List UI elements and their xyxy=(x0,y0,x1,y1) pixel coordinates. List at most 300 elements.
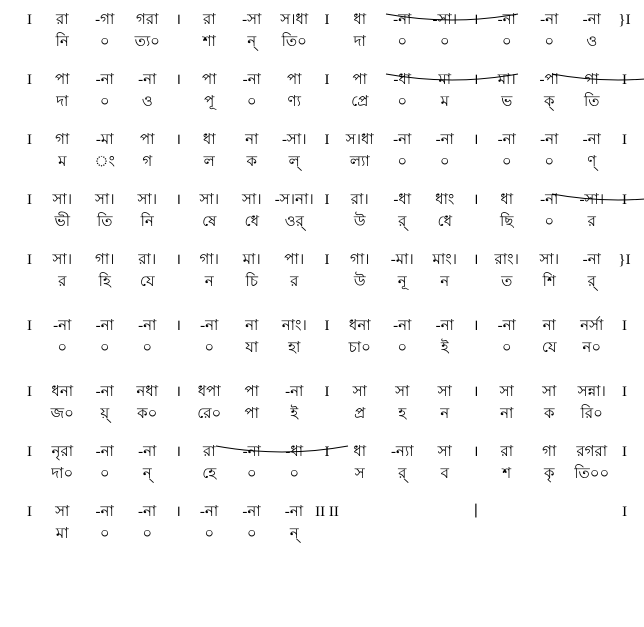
swara-cell: -ধা xyxy=(393,72,412,88)
swara-cell: -ধা xyxy=(285,444,304,460)
lyric-cell: স xyxy=(354,466,365,482)
swara-cell: -না xyxy=(540,132,559,148)
swara-row xyxy=(18,10,636,32)
bar-line: I xyxy=(27,252,32,268)
lyric-cell: পা xyxy=(244,406,260,422)
swara-cell: গা xyxy=(55,132,70,148)
danda-mark: । xyxy=(175,12,182,28)
lyric-cell: ওর্ xyxy=(284,214,304,230)
swara-cell: ধপা xyxy=(197,384,221,400)
lyric-cell: র xyxy=(58,274,67,290)
swara-cell: -না xyxy=(95,504,114,520)
lyric-cell xyxy=(466,464,485,488)
lyric-cell: যা xyxy=(245,340,259,356)
danda-mark: । xyxy=(175,384,182,400)
line-spacer xyxy=(18,428,636,442)
swara-cell: -সা। xyxy=(281,132,307,148)
lyric-cell: ০ xyxy=(99,34,110,50)
swara-cell: ধনা xyxy=(348,318,371,334)
bar-line: I xyxy=(324,252,330,268)
lyric-cell: চি xyxy=(245,274,258,290)
bar-line: I xyxy=(324,444,330,460)
lyric-cell: রি০ xyxy=(580,406,603,422)
lyric-cell: শা xyxy=(202,34,216,50)
swara-cell: স।ধা xyxy=(280,12,309,28)
lyric-cell: জ০ xyxy=(50,406,74,422)
lyric-row xyxy=(18,212,636,236)
swara-cell: ধনা xyxy=(51,384,74,400)
swara-cell: স।ধা xyxy=(345,132,374,148)
bar-line: }I xyxy=(618,12,631,28)
swara-cell: মা। xyxy=(242,252,261,268)
lyric-cell: ন xyxy=(440,406,450,422)
danda-mark: । xyxy=(472,132,479,148)
swara-cell: -না xyxy=(138,72,157,88)
lyric-cell xyxy=(18,404,41,428)
swara-row xyxy=(18,502,636,524)
lyric-cell xyxy=(316,152,339,176)
swara-cell: -না xyxy=(497,132,516,148)
lyric-cell xyxy=(316,272,339,296)
swara-cell xyxy=(528,502,570,524)
lyric-cell: উ xyxy=(353,274,366,290)
lyric-cell: ০ xyxy=(99,340,110,356)
swara-cell: না xyxy=(245,318,259,334)
lyric-cell xyxy=(18,152,41,176)
swara-cell: রা xyxy=(55,12,69,28)
lyric-cell xyxy=(169,464,188,488)
swara-row xyxy=(18,382,636,404)
swara-cell: রা। xyxy=(350,192,369,208)
swara-cell: -সা। xyxy=(579,192,605,208)
lyric-cell xyxy=(18,212,41,236)
lyric-cell: ক xyxy=(544,406,555,422)
bar-line: I xyxy=(622,384,627,400)
swara-cell: মা xyxy=(438,72,452,88)
line-spacer xyxy=(18,362,636,382)
lyric-cell: তি xyxy=(583,94,600,110)
bar-line: I xyxy=(324,318,330,334)
lyric-cell: প্র xyxy=(354,406,366,422)
swara-cell: রাং। xyxy=(494,252,519,268)
lyric-row xyxy=(18,272,636,296)
lyric-cell: চা০ xyxy=(348,340,371,356)
lyric-cell: ০ xyxy=(439,34,450,50)
lyric-cell xyxy=(316,92,339,116)
lyric-cell: ০ xyxy=(544,154,555,170)
swara-cell: -না xyxy=(435,318,454,334)
swara-row xyxy=(18,250,636,272)
swara-row xyxy=(18,70,636,92)
bar-line: I xyxy=(27,318,32,334)
swara-cell: সা। xyxy=(52,192,73,208)
lyric-cell: গ xyxy=(142,154,153,170)
swara-cell: -সা xyxy=(242,12,262,28)
lyric-cell xyxy=(613,92,636,116)
swara-cell: সা। xyxy=(199,192,220,208)
swara-cell: সা xyxy=(55,504,70,520)
swara-cell: -না xyxy=(582,12,601,28)
swara-cell: সা। xyxy=(94,192,115,208)
lyric-cell: ণ্য xyxy=(287,94,301,110)
swara-cell: গা xyxy=(542,444,557,460)
swara-cell: না xyxy=(542,318,556,334)
lyric-cell: ০ xyxy=(99,526,110,542)
lyric-cell: তি০০ xyxy=(574,466,610,482)
swara-cell: -মা xyxy=(95,132,114,148)
swara-cell: নৃরা xyxy=(51,444,74,460)
swara-cell: -না xyxy=(285,384,304,400)
swara-cell: গা। xyxy=(199,252,220,268)
swara-cell: ধা xyxy=(500,192,514,208)
lyric-row xyxy=(18,524,636,548)
lyric-cell: ০ xyxy=(501,340,512,356)
notation-line xyxy=(18,10,636,56)
lyric-cell: হি xyxy=(98,274,111,290)
lyric-cell xyxy=(18,32,41,56)
lyric-cell: ত্য০ xyxy=(134,34,160,50)
danda-mark: । xyxy=(472,12,479,28)
lyric-cell xyxy=(571,524,614,548)
lyric-cell: ম xyxy=(440,94,449,110)
swara-cell: -না xyxy=(284,504,304,520)
lyric-cell: হে xyxy=(202,466,217,482)
lyric-cell xyxy=(466,152,485,176)
swara-cell xyxy=(424,502,466,524)
line-spacer xyxy=(18,116,636,130)
lyric-cell: ০ xyxy=(246,526,257,542)
lyric-cell: র xyxy=(290,274,299,290)
notation-line xyxy=(18,382,636,428)
swara-cell: -সা। xyxy=(432,12,458,28)
danda-mark: । xyxy=(472,252,479,268)
lyric-cell: হ xyxy=(398,406,407,422)
lyric-cell xyxy=(613,338,636,362)
danda-mark: । xyxy=(175,318,182,334)
swara-cell: -না xyxy=(540,12,559,28)
lyric-cell: ও xyxy=(586,34,598,50)
lyric-cell xyxy=(466,92,485,116)
lyric-cell: পূ xyxy=(204,94,215,110)
notation-line xyxy=(18,502,636,548)
swara-cell: -না xyxy=(242,444,261,460)
swara-row xyxy=(18,130,636,152)
lyric-cell: ন xyxy=(204,274,214,290)
line-spacer xyxy=(18,548,636,562)
swara-cell: সা। xyxy=(241,192,262,208)
swara-cell: পা। xyxy=(284,252,305,268)
lyric-cell xyxy=(613,464,636,488)
lyric-cell: তি xyxy=(96,214,113,230)
bar-line: I xyxy=(622,318,627,334)
lyric-cell: ০ xyxy=(501,154,512,170)
lyric-cell xyxy=(316,464,339,488)
swara-cell: নাং। xyxy=(281,318,307,334)
lyric-cell: ০ xyxy=(246,94,257,110)
bar-line: I xyxy=(27,384,32,400)
lyric-cell: ০ xyxy=(289,466,300,482)
lyric-cell: উ xyxy=(353,214,366,230)
lyric-cell: ০ xyxy=(99,466,110,482)
bar-line: }I xyxy=(618,252,631,268)
swara-cell: -না xyxy=(200,318,219,334)
swara-cell: মাং। xyxy=(432,252,458,268)
lyric-cell: ০ xyxy=(142,526,153,542)
lyric-row xyxy=(18,152,636,176)
lyric-cell: নি xyxy=(140,214,154,230)
lyric-cell xyxy=(316,338,339,362)
swara-cell: রগরা xyxy=(576,444,608,460)
lyric-cell: নি xyxy=(55,34,69,50)
lyric-cell: যে xyxy=(541,340,557,356)
lyric-cell: ং xyxy=(94,154,116,170)
danda-mark: । xyxy=(175,444,182,460)
swara-cell: পা xyxy=(139,132,155,148)
swara-cell: -না xyxy=(53,318,72,334)
bar-line: I xyxy=(324,132,330,148)
lyric-cell: ক xyxy=(246,154,257,170)
lyric-cell xyxy=(316,404,339,428)
swara-cell xyxy=(381,502,423,524)
lyric-cell xyxy=(613,212,636,236)
swara-cell: সা। xyxy=(52,252,73,268)
danda-mark: । xyxy=(472,318,479,334)
lyric-cell xyxy=(613,404,636,428)
lyric-cell: নূ xyxy=(397,274,407,290)
bar-line: I xyxy=(27,192,32,208)
lyric-cell xyxy=(18,92,41,116)
notation-line xyxy=(18,190,636,236)
bar-line: I xyxy=(27,444,32,460)
swara-cell: -স।না। xyxy=(274,192,314,208)
lyric-cell xyxy=(169,32,188,56)
swara-cell: -না xyxy=(582,132,601,148)
danda-mark: । xyxy=(175,192,182,208)
lyric-cell xyxy=(18,464,41,488)
lyric-cell: ভ xyxy=(501,94,513,110)
swara-cell: নর্সা xyxy=(580,318,604,334)
swara-cell: সা xyxy=(437,384,452,400)
bar-line: I xyxy=(27,504,32,520)
lyric-row xyxy=(18,404,636,428)
lyric-cell: তি০ xyxy=(281,34,307,50)
lyric-cell: ন xyxy=(440,274,450,290)
lyric-cell: ০ xyxy=(204,340,215,356)
bar-line: I xyxy=(622,192,627,208)
lyric-cell xyxy=(528,524,571,548)
lyric-cell: ০ xyxy=(397,154,408,170)
lyric-cell: ০ xyxy=(246,466,257,482)
lyric-cell: ধে xyxy=(244,214,259,230)
swara-cell: মা। xyxy=(497,72,516,88)
swara-cell: সা xyxy=(542,384,557,400)
swara-row xyxy=(18,316,636,338)
lyric-cell xyxy=(424,524,467,548)
lyric-cell: ছি xyxy=(500,214,514,230)
lyric-cell: না xyxy=(500,406,514,422)
swara-cell: ধাং xyxy=(435,192,455,208)
danda-mark: । xyxy=(175,72,182,88)
lyric-cell: শি xyxy=(542,274,556,290)
lyric-cell: ০ xyxy=(544,214,555,230)
lyric-cell xyxy=(169,152,188,176)
lyric-cell xyxy=(169,404,188,428)
bar-line: I xyxy=(324,12,330,28)
swara-cell: -না xyxy=(540,192,559,208)
lyric-cell: হা xyxy=(288,340,301,356)
lyric-cell: ভী xyxy=(54,214,70,230)
lyric-row xyxy=(18,464,636,488)
lyric-cell: র্ xyxy=(398,214,407,230)
lyric-cell: ল্যা xyxy=(349,154,370,170)
danda-mark: । xyxy=(472,444,479,460)
lyric-cell xyxy=(316,524,339,548)
lyric-cell xyxy=(613,272,636,296)
lyric-cell: ০ xyxy=(439,154,450,170)
swara-cell: -ন্যা xyxy=(390,444,414,460)
swara-cell: -পা xyxy=(539,72,560,88)
bar-line: I xyxy=(27,12,32,28)
swara-cell: না xyxy=(245,132,259,148)
lyric-cell: ত xyxy=(501,274,513,290)
swara-cell: পা xyxy=(352,72,368,88)
lyric-cell xyxy=(169,272,188,296)
swara-cell: -না xyxy=(199,504,219,520)
bar-line: I xyxy=(27,72,32,88)
bar-line: I xyxy=(622,504,628,520)
swara-cell: -না xyxy=(95,318,114,334)
swara-cell: -না xyxy=(435,132,454,148)
danda-mark: । xyxy=(175,504,181,520)
swara-cell: -না xyxy=(393,132,412,148)
lyric-cell xyxy=(466,338,485,362)
lyric-cell: ম xyxy=(58,154,67,170)
danda-mark: । xyxy=(175,132,182,148)
lyric-cell xyxy=(18,272,41,296)
lyric-cell xyxy=(466,212,485,236)
bar-line: I xyxy=(622,132,627,148)
swara-cell: -ধা xyxy=(393,192,412,208)
lyric-cell: ০ xyxy=(397,340,408,356)
swara-cell: -না xyxy=(138,444,157,460)
swara-cell: -না xyxy=(138,318,157,334)
lyric-cell: ষে xyxy=(202,214,217,230)
swara-cell: সা xyxy=(352,384,367,400)
line-spacer xyxy=(18,296,636,316)
bar-line: I xyxy=(324,192,330,208)
swara-cell: -না xyxy=(393,318,412,334)
lyric-cell xyxy=(613,32,636,56)
swara-cell: -না xyxy=(242,72,261,88)
lyric-cell: ও xyxy=(141,94,153,110)
lyric-cell: যে xyxy=(139,274,155,290)
lyric-cell: ল্ xyxy=(288,154,300,170)
lyric-cell xyxy=(466,404,485,428)
lyric-cell xyxy=(381,524,424,548)
notation-line xyxy=(18,316,636,362)
notation-line xyxy=(18,442,636,488)
lyric-cell: দা xyxy=(353,34,366,50)
bar-line: I xyxy=(324,72,330,88)
lyric-cell: মা xyxy=(55,526,69,542)
bar-line: I xyxy=(622,444,627,460)
lyric-cell xyxy=(316,32,339,56)
swara-cell: সা। xyxy=(137,192,158,208)
lyric-cell: ল xyxy=(203,154,215,170)
danda-mark: । xyxy=(472,72,479,88)
lyric-cell: ক্ xyxy=(544,94,555,110)
lyric-cell xyxy=(169,212,188,236)
swara-cell: সা xyxy=(437,444,452,460)
swara-cell: নধা xyxy=(136,384,159,400)
lyric-cell xyxy=(466,524,485,548)
danda-mark: । xyxy=(472,384,479,400)
notation-line xyxy=(18,250,636,296)
bar-line: I xyxy=(622,72,627,88)
swara-cell xyxy=(486,502,528,524)
swara-cell: ধা xyxy=(353,12,367,28)
lyric-cell xyxy=(316,212,339,236)
swara-cell: সা xyxy=(499,384,514,400)
swara-cell: -না xyxy=(497,12,516,28)
danda-mark: । xyxy=(175,252,182,268)
bar-line: II II xyxy=(315,504,339,520)
lyric-cell: ০ xyxy=(501,34,512,50)
swara-cell: গা। xyxy=(94,252,115,268)
lyric-cell: রে০ xyxy=(197,406,222,422)
swara-cell: গা। xyxy=(349,252,370,268)
lyric-cell xyxy=(339,524,382,548)
lyric-cell xyxy=(613,152,636,176)
swara-cell: -না xyxy=(497,318,516,334)
lyric-cell: শ xyxy=(502,466,512,482)
lyric-cell: ই xyxy=(440,340,449,356)
swara-cell: পা xyxy=(54,72,70,88)
swara-row xyxy=(18,442,636,464)
swara-cell: সন্না। xyxy=(577,384,606,400)
lyric-cell xyxy=(169,524,188,548)
swara-cell: পা xyxy=(286,72,302,88)
swara-row xyxy=(18,190,636,212)
lyric-cell: ধে xyxy=(437,214,453,230)
notation-line xyxy=(18,130,636,176)
line-spacer xyxy=(18,56,636,70)
swara-cell: -মা। xyxy=(390,252,414,268)
lyric-cell: দা০ xyxy=(51,466,74,482)
lyric-cell xyxy=(18,524,41,548)
bar-line: I xyxy=(27,132,32,148)
lyric-cell: ই xyxy=(290,406,299,422)
lyric-cell: র্ xyxy=(398,466,407,482)
lyric-cell xyxy=(18,338,41,362)
lyric-cell: র্ xyxy=(587,274,596,290)
lyric-cell xyxy=(169,92,188,116)
lyric-cell xyxy=(466,32,485,56)
lyric-cell: য়্ xyxy=(100,406,110,422)
lyric-cell: ০ xyxy=(142,340,153,356)
danda-mark: । xyxy=(472,192,479,208)
swara-cell: সা। xyxy=(539,252,560,268)
swara-cell: -না xyxy=(242,504,261,520)
swara-cell: -না xyxy=(582,252,601,268)
lyric-row xyxy=(18,338,636,362)
lyric-cell: ণ্ xyxy=(587,154,597,170)
line-spacer xyxy=(18,488,636,502)
line-spacer xyxy=(18,176,636,190)
swara-cell: -না xyxy=(137,504,157,520)
line-spacer xyxy=(18,236,636,250)
swara-cell: রা। xyxy=(138,252,157,268)
